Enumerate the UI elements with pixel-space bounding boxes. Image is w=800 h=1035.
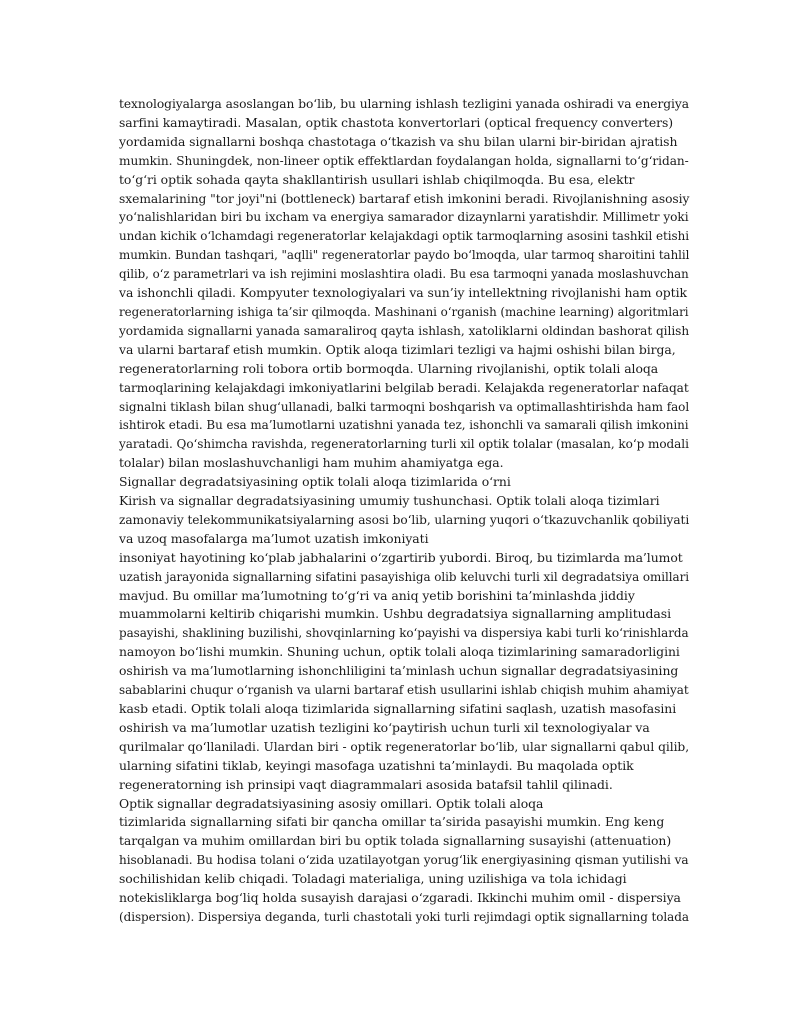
text-line: mumkin. Shuningdek, non-lineer optik effektlardan foydalangan holda, signallarni to‘g‘ridan- — [119, 152, 689, 168]
text-line: kasb etadi. Optik tolali aloqa tizimlarida signallarning sifatini saqlash, uzatish masofasini — [119, 701, 677, 716]
text-line: yordamida signallarni boshqa chastotaga o‘tkazish va shu bilan ularni bir-biridan ajratish — [119, 133, 678, 149]
text-line: insoniyat hayotining ko‘plab jabhalarini o‘zgartirib yubordi. Biroq, bu tizimlarda ma’lumot — [119, 549, 683, 565]
text-line: hisoblanadi. Bu hodisa tolani o‘zida uzatilayotgan yorug‘lik energiyasining qisman yutilishi va — [119, 852, 689, 868]
text-line: regeneratorning ish prinsipi vaqt diagrammalari asosida batafsil tahlil qilinadi. — [119, 776, 613, 792]
text-line: qilib, o‘z parametrlari va ish rejimini moslashtira oladi. Bu esa tarmoqni yanada moslashuvchan — [119, 266, 689, 282]
text-line: oshirish va ma’lumotlar uzatish tezligini ko‘paytirish uchun turli xil texnologiyalar va — [119, 719, 650, 735]
text-line: tolalar) bilan moslashuvchanligi ham muhim ahamiyatga ega. — [119, 455, 504, 471]
text-line: sochilishidan kelib chiqadi. Toladagi materialiga, uning uzilishiga va tola ichidagi — [119, 871, 627, 887]
text-line: Optik signallar degradatsiyasining asosiy omillari. Optik tolali aloqa — [119, 795, 544, 811]
text-line: to‘g‘ri optik sohada qayta shakllantirish usullari ishlab chiqilmoqda. Bu esa, elektr — [119, 171, 635, 187]
text-line: yaratadi. Qo‘shimcha ravishda, regeneratorlarning turli xil optik tolalar (masalan, ko‘p modali — [119, 436, 689, 452]
text-line: va ularni bartaraf etish mumkin. Optik aloqa tizimlari tezligi va hajmi oshishi bilan birga, — [119, 341, 676, 357]
text-line: notekisliklarga bog‘liq holda susayish darajasi o‘zgaradi. Ikkinchi muhim omil - dispersiya — [119, 890, 681, 906]
text-line: sarfini kamaytiradi. Masalan, optik chastota konvertorlari (optical frequency converters) — [119, 114, 674, 130]
text-line: tarmoqlarining kelajakdagi imkoniyatlarini belgilab beradi. Kelajakda regeneratorlar nafaqat — [119, 379, 689, 395]
text-line: qurilmalar qo‘llaniladi. Ulardan biri - optik regeneratorlar bo‘lib, ular signallarni qabul qilib, — [119, 738, 690, 754]
text-line: tizimlarida signallarning sifati bir qancha omillar ta’sirida pasayishi mumkin. Eng keng — [119, 814, 665, 830]
text-line: mumkin. Bundan tashqari, "aqlli" regeneratorlar paydo bo‘lmoqda, ular tarmoq sharoitini tahlil — [119, 247, 690, 263]
text-line: yordamida signallarni yanada samaraliroq qayta ishlash, xatoliklarni oldindan bashorat qilish — [119, 322, 690, 338]
text-line: signalni tiklash bilan shug‘ullanadi, balki tarmoqni boshqarish va optimallashtirishda ham faol — [119, 398, 690, 414]
text-line: regeneratorlarning roli tobora ortib bormoqda. Ularning rivojlanishi, optik tolali aloqa — [119, 360, 659, 376]
text-line: undan kichik o‘lchamdagi regeneratorlar kelajakdagi optik tarmoqlarning asosini tashkil etishi — [119, 228, 690, 244]
text-line: yo‘nalishlaridan biri bu ixcham va energiya samarador dizaynlarni yaratishdir. Millimetr yoki — [119, 209, 689, 225]
text-line: Kirish va signallar degradatsiyasining umumiy tushunchasi. Optik tolali aloqa tizimlari — [119, 493, 660, 509]
text-line: mavjud. Bu omillar ma’lumotning to‘g‘ri va aniq yetib borishini ta’minlashda jiddiy — [119, 587, 635, 603]
text-line: tarqalgan va muhim omillardan biri bu optik tolada signallarning susayishi (attenuation) — [119, 833, 672, 849]
text-line: sxemalarining "tor joyi"ni (bottleneck) bartaraf etish imkonini beradi. Rivojlanishning asosiy — [119, 190, 690, 206]
text-line: oshirish va ma’lumotlarning ishonchliligini ta’minlash uchun signallar degradatsiyasining — [119, 663, 679, 679]
text-line: ishtirok etadi. Bu esa ma’lumotlarni uzatishni yanada tez, ishonchli va samarali qilish imkonini — [119, 417, 689, 433]
text-line: pasayishi, shaklining buzilishi, shovqinlarning ko‘payishi va dispersiya kabi turli ko‘rinishlarda — [119, 625, 689, 641]
text-line: Signallar degradatsiyasining optik tolali aloqa tizimlarida o‘rni — [119, 474, 511, 490]
text-line: va uzoq masofalarga ma’lumot uzatish imkoniyati — [119, 530, 429, 546]
text-line: zamonaviy telekommunikatsiyalarning asosi bo‘lib, ularning yuqori o‘tkazuvchanlik qobiliyati — [119, 511, 690, 527]
text-line: va ishonchli qiladi. Kompyuter texnologiyalari va sun’iy intellektning rivojlanishi ham optik — [119, 285, 687, 301]
text-line: uzatish jarayonida signallarning sifatini pasayishiga olib keluvchi turli xil degradatsiya omillari — [119, 568, 690, 584]
text-line: sabablarini chuqur o‘rganish va ularni bartaraf etish usullarini ishlab chiqish muhim ahamiyat — [119, 682, 689, 698]
text-line: (dispersion). Dispersiya deganda, turli chastotali yoki turli rejimdagi optik signallarning tolada — [119, 908, 689, 924]
text-line: ularning sifatini tiklab, keyingi masofaga uzatishni ta’minlaydi. Bu maqolada optik — [119, 757, 634, 773]
document-page — [119, 95, 689, 927]
text-line: namoyon bo‘lishi mumkin. Shuning uchun, optik tolali aloqa tizimlarining samaradorligini — [119, 644, 680, 660]
text-line: muammolarni keltirib chiqarishi mumkin. Ushbu degradatsiya signallarning amplitudasi — [119, 606, 671, 622]
text-line: regeneratorlarning ishiga ta’sir qilmoqda. Mashinani o‘rganish (machine learning) algoritmlari — [119, 303, 689, 319]
text-line: texnologiyalarga asoslangan bo‘lib, bu ularning ishlash tezligini yanada oshiradi va energiya — [119, 96, 689, 111]
